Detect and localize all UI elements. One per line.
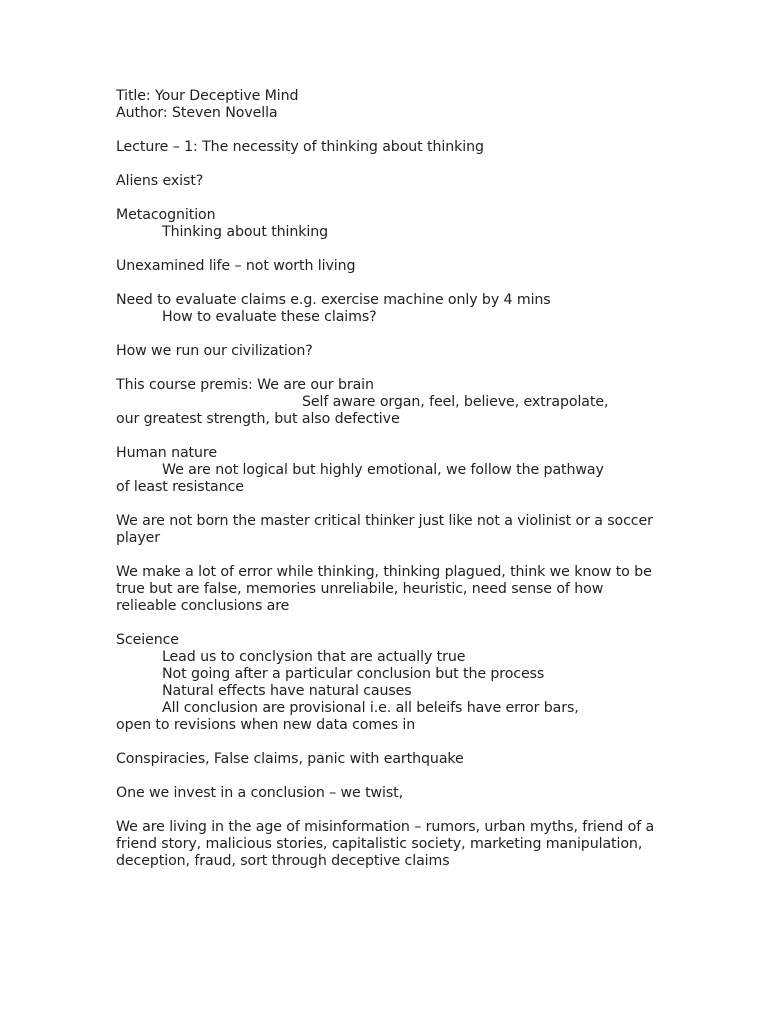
metacognition-sub: Thinking about thinking: [162, 224, 329, 240]
author-line: Author: Steven Novella: [116, 105, 278, 121]
unexamined-line: Unexamined life – not worth living: [116, 258, 356, 274]
science-heading: Sceience: [116, 632, 179, 648]
premise-sub-rest: our greatest strength, but also defective: [116, 411, 400, 427]
invest-line: One we invest in a conclusion – we twist,: [116, 785, 404, 801]
evaluate-main: Need to evaluate claims e.g. exercise machine only by 4 mins: [116, 292, 551, 308]
science-item-3: Natural effects have natural causes: [162, 683, 412, 699]
evaluate-sub: How to evaluate these claims?: [162, 309, 377, 325]
human-nature-heading: Human nature: [116, 445, 217, 461]
not-born-paragraph: We are not born the master critical thinker just like not a violinist or a soccer player: [116, 513, 653, 546]
civilization-line: How we run our civilization?: [116, 343, 313, 359]
conspiracies-line: Conspiracies, False claims, panic with earthquake: [116, 751, 464, 767]
title-line: Title: Your Deceptive Mind: [116, 88, 299, 104]
human-nature-sub-first: We are not logical but highly emotional, we follow the pathway: [162, 462, 604, 478]
science-item-1: Lead us to conclysion that are actually true: [162, 649, 466, 665]
science-item-2: Not going after a particular conclusion but the process: [162, 666, 545, 682]
premise-main: This course premis: We are our brain: [116, 377, 374, 393]
science-last-first: All conclusion are provisional i.e. all beleifs have error bars,: [162, 700, 579, 716]
science-last-rest: open to revisions when new data comes in: [116, 717, 416, 733]
errors-paragraph: We make a lot of error while thinking, thinking plagued, think we know to be true but are false, memories unreliabile, heuristic, need sense of how relieable conclusions are: [116, 564, 652, 614]
lecture-line: Lecture – 1: The necessity of thinking about thinking: [116, 139, 484, 155]
metacognition-heading: Metacognition: [116, 207, 216, 223]
human-nature-sub-rest: of least resistance: [116, 479, 244, 495]
document-body: [116, 88, 656, 870]
misinformation-paragraph: We are living in the age of misinformation – rumors, urban myths, friend of a friend story, malicious stories, capitalistic society, marketing manipulation, deception, fraud, sort through deceptive claims: [116, 819, 655, 869]
premise-sub-first: Self aware organ, feel, believe, extrapolate,: [302, 394, 609, 410]
aliens-line: Aliens exist?: [116, 173, 204, 189]
